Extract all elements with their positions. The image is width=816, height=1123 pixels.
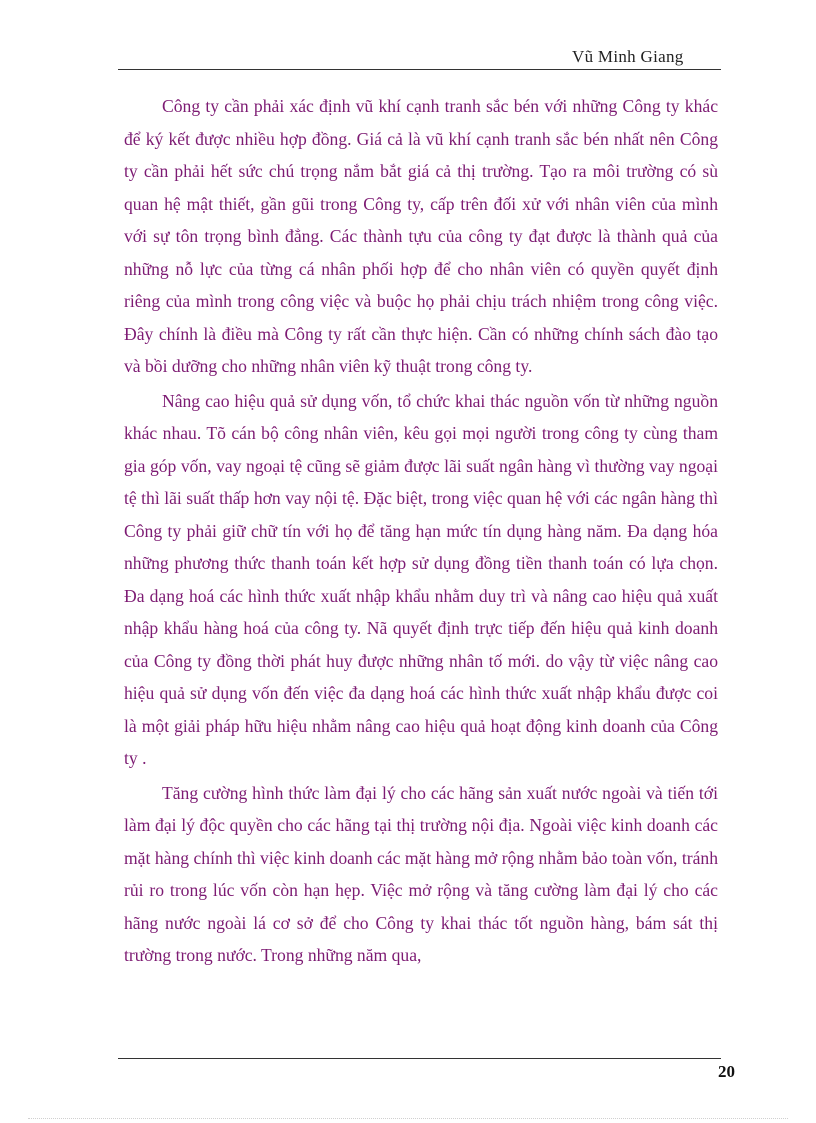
paragraph-3: Tăng cường hình thức làm đại lý cho các hãng sản xuất nước ngoài và tiến tới làm đại lý độc quyền cho các hãng tại thị trường nội địa. Ngoài việc kinh doanh các mặt hàng chính thì việc kinh doanh các mặt hàng mở rộng nhằm bảo toàn vốn, tránh rủi ro trong lúc vốn còn hạn hẹp. Việc mở rộng và tăng cường làm đại lý cho các hãng nước ngoài lá cơ sở để cho Công ty khai thác tốt nguồn hàng, bám sát thị trường trong nước. Trong những năm qua, [124,782,718,965]
page-number: 20 [718,1062,735,1081]
header-author: Vũ Minh Giang [572,47,684,66]
paragraph-1: Công ty cần phải xác định vũ khí cạnh tranh sắc bén với những Công ty khác để ký kết được nhiều hợp đồng. Giá cả là vũ khí cạnh tranh sắc bén nhất nên Công ty cần phải hết sức chú trọng nắm bắt giá cả thị trường. Tạo ra môi trường có sù quan hệ mật thiết, gần gũi trong Công ty, cấp trên đối xử với nhân viên của mình với sự tôn trọng bình đẳng. Các thành tựu của công ty đạt được là thành quả của những nỗ lực của từng cá nhân phối hợp để cho nhân viên có quyền quyết định riêng của mình trong công việc và buộc họ phải chịu trách nhiệm trong công việc. Đây chính là điều mà Công ty rất cần thực hiện. Cần có những chính sách đào tạo và bồi dưỡng cho những nhân viên kỹ thuật trong công ty. [124,96,718,376]
paragraph-2: Nâng cao hiệu quả sử dụng vốn, tổ chức khai thác nguồn vốn từ những nguồn khác nhau. Tõ cán bộ công nhân viên, kêu gọi mọi người trong công ty cùng tham gia góp vốn, vay ngoại tệ cũng sẽ giảm được lãi suất ngân hàng vì thường vay ngoại tệ thì lãi suất thấp hơn vay nội tệ. Đặc biệt, trong việc quan hệ với các ngân hàng thì Công ty phải giữ chữ tín với họ để tăng hạn mức tín dụng hàng năm. Đa dạng hóa những phương thức thanh toán kết hợp sử dụng đồng tiền thanh toán có lựa chọn. Đa dạng hoá các hình thức xuất nhập khẩu nhằm duy trì và nâng cao hiệu quả xuất nhập khẩu hàng hoá của công ty. Nã quyết định trực tiếp đến hiệu quả kinh doanh của Công ty đồng thời phát huy được những nhân tố mới. do vậy từ việc nâng cao hiệu quả sử dụng vốn đến việc đa dạng hoá các hình thức xuất nhập khẩu được coi là một giải pháp hữu hiệu nhằm nâng cao hiệu quả hoạt động kinh doanh của Công ty . [124,390,718,768]
footer-rule [118,1058,721,1059]
document-body [124,90,718,972]
page-edge-dotted-line [28,1118,788,1119]
header-rule [118,69,721,70]
